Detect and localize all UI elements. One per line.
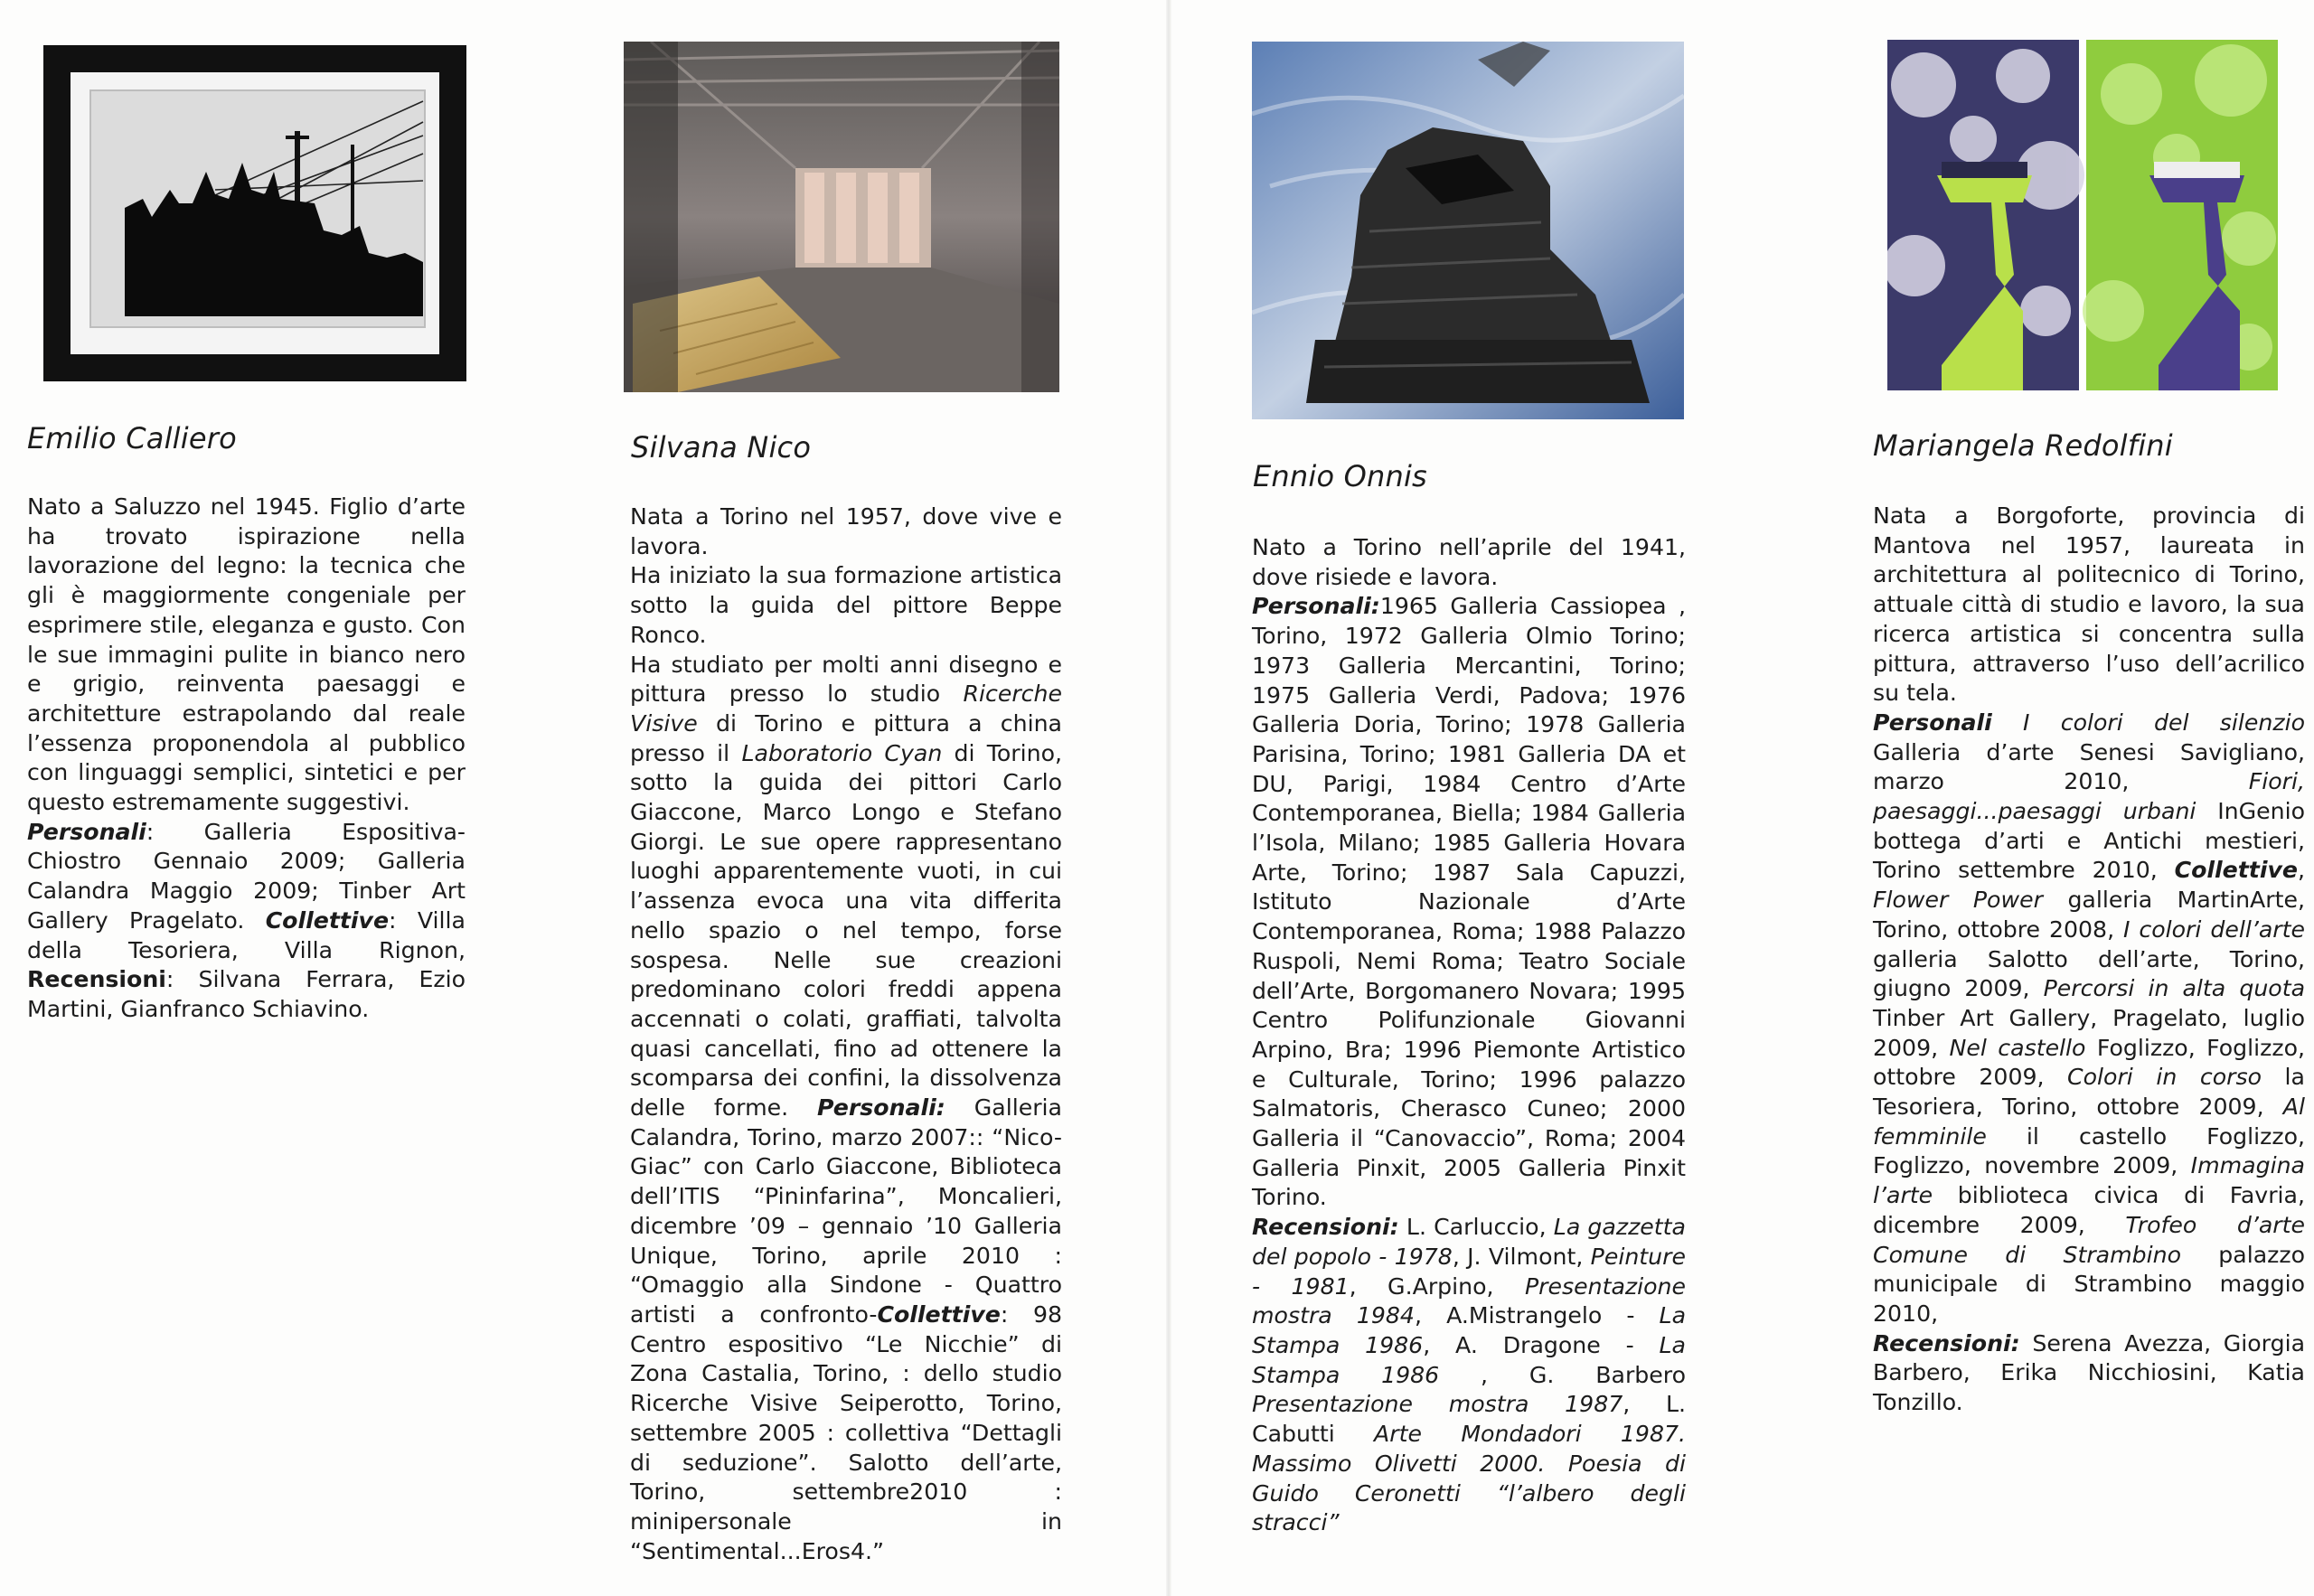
collettive-label: Collettive <box>877 1300 1001 1328</box>
artist-bio <box>1873 502 2305 1418</box>
artwork-emilio-calliero <box>43 45 466 381</box>
text-run: Tinber Art Gallery, Pragelato, luglio 2009, <box>1873 1004 2305 1061</box>
exhibitions-text <box>1873 709 2305 1329</box>
bio-part-italic: Ricerche Visive <box>630 681 1062 737</box>
text-run-italic: Peinture - 1981 <box>1252 1243 1686 1300</box>
text-run: il castello Foglizzo, Foglizzo, novembre 2009, <box>1873 1122 2305 1179</box>
recensioni-label: Recensioni: <box>1873 1329 2020 1357</box>
text-run: L. Carluccio, <box>1398 1214 1554 1241</box>
bio-part: di Torino, sotto la guida dei pittori Carlo Giaccone, Marco Longo e Stefano Giorgi. Le sue opere rappresentano luoghi apparentemente vuoti, in cui l’assenza evoca una vita differita nello spazio o nel tempo, forse sospesa. Nelle sue creazioni predominano colori freddi appena accennati o colati, graffiati, talvolta quasi cancellati, fino ad ottenere la scomparsa dei confini, la dissolvenza delle forme. <box>630 739 1063 1122</box>
text-run-italic: I colori del silenzio <box>1991 709 2305 736</box>
text-run-italic: I colori dell’arte <box>2123 915 2305 943</box>
personali-text: 1965 Galleria Cassiopea , Torino, 1972 Galleria Olmio Torino; 1973 Galleria Mercantini, Torino; 1975 Galleria Verdi, Padova; 1976 Galleria Doria, Torino; 1978 Galleria Parisina, Torino; 1981 Galleria DA et DU, Parigi, 1984 Centro d’Arte Contemporanea, Biella; 1984 Galleria l’Isola, Milano; 1985 Galleria Hovara Arte, Torino; 1987 Sala Capuzzi, Istituto Nazionale d’Arte Contemporanea, Roma; 1988 Palazzo Ruspoli, Nemi Roma; Teatro Sociale dell’Arte, Borgomanero Novara; 1995 Centro Polifunzionale Giovanni Arpino, Bra; 1996 Piemonte Artistico e Culturale, Torino; 1996 palazzo Salmatoris, Cherasco Cuneo; 2000 Galleria il “Canovaccio”, Roma; 2004 Galleria Pinxit, 2005 Galleria Pinxit Torino. <box>1252 593 1686 1211</box>
recensioni-colon: : <box>165 966 174 993</box>
text-run: InGenio bottega d’arti e Antichi mestieri, Torino settembre 2010, <box>1873 798 2305 884</box>
text-run: , J. Vilmont, <box>1452 1243 1591 1270</box>
bio-text: Nata a Borgoforte, provincia di Mantova nel 1957, laureata in architettura al politecnico di Torino, attuale città di studio e lavoro, la sua ricerca artistica si concentra sulla pittura, attraverso l’uso dell’acrilico su tela. <box>1873 502 2305 707</box>
text-run-italic: Trofeo d’arte Comune di Strambino <box>1873 1211 2305 1268</box>
artwork-mariangela-redolfini <box>1887 40 2278 390</box>
text-run-italic: Fiori, paesaggi...paesaggi urbani <box>1873 768 2305 825</box>
text-run-italic: Al femminile <box>1873 1094 2305 1150</box>
text-run-italic: Percorsi in alta quota <box>2043 975 2305 1002</box>
text-run: , A. Dragone - <box>1423 1331 1660 1358</box>
reviews-text <box>1873 1329 2305 1418</box>
text-run-italic: Nel castello <box>1949 1034 2086 1061</box>
personali-label: Personali <box>1873 709 1992 736</box>
collettive-text: : 98 Centro espositivo “Le Nicchie” di Zona Castalia, Torino, : dello studio Ricerche Visive Seiperotto, Torino, settembre 2005 : collettiva “Dettagli di seduzione”. Salotto dell’arte, Torino, settembre2010 : minipersonale in “Sentimental...Eros4.” <box>630 1300 1062 1564</box>
text-run: , <box>2297 857 2305 884</box>
bio-part: di Torino e pittura a china presso il <box>630 709 1062 766</box>
recensioni-text <box>1252 1214 1686 1535</box>
bio-text: Nato a Torino nell’aprile del 1941, dove risiede e lavora. <box>1252 534 1686 590</box>
artist-name: Silvana Nico <box>631 430 812 465</box>
bio-text <box>27 493 466 818</box>
text-run: galleria MartinArte, Torino, ottobre 2008, <box>1873 887 2305 943</box>
personali-label: Personali: <box>817 1094 945 1122</box>
text-run-italic: La gazzetta del popolo - 1978 <box>1252 1214 1686 1270</box>
artist-bio <box>1252 533 1686 1538</box>
personali-text: Galleria Espositiva-Chiostro Gennaio 2009; Galleria Calandra Maggio 2009; Tinber Art Gallery Pragelato. <box>27 818 466 934</box>
text-run: , G. Barbero <box>1439 1361 1686 1388</box>
recensioni-text: Silvana Ferrara, Ezio Martini, Gianfranco Schiavino. <box>27 966 466 1022</box>
bio-part-italic: Laboratorio Cyan <box>741 739 943 766</box>
interior-room-painting <box>624 42 1059 392</box>
artist-bio <box>630 502 1062 1566</box>
text-run-italic: Flower Power <box>1873 887 2043 914</box>
city-silhouette-artwork <box>43 45 466 381</box>
personali-text-colon: : <box>146 818 155 845</box>
collettive-label: Collettive <box>2174 857 2298 884</box>
text-run-italic: Colori in corso <box>2067 1064 2262 1091</box>
artist-bio <box>27 493 466 1025</box>
bio-paragraph: Nato a Saluzzo nel 1945. Figlio d’arte ha trovato ispirazione nella lavorazione del legno: la tecnica che gli è maggiormente congeniale per esprimere stile, eleganza e gusto. Con le sue immagini pulite in bianco nero e grigio, reinventa paesaggi e architetture estrapolando dal reale l’essenza proponendola al pubblico con linguaggi semplici, sintetici e per questo estremamente suggestivi. <box>27 493 466 816</box>
personali-label: Personali <box>27 818 146 845</box>
personali-label: Personali: <box>1252 593 1380 620</box>
text-run-italic: La Stampa 1986 <box>1252 1302 1686 1358</box>
bio-text <box>630 651 1062 1567</box>
text-run: , L. Cabutti <box>1252 1391 1686 1448</box>
recensioni-text: Serena Avezza, Giorgia Barbero, Erika Nicchiosini, Katia Tonzillo. <box>1873 1329 2305 1416</box>
text-run-italic: Arte Mondadori 1987. Massimo Olivetti 2000. Poesia di Guido Ceronetti “l’albero degli stracci” <box>1252 1421 1687 1536</box>
text-run: biblioteca civica di Favria, dicembre 2009, <box>1873 1182 2305 1238</box>
recensioni-label: Recensioni: <box>1252 1214 1399 1241</box>
text-run: , G.Arpino, <box>1349 1272 1525 1300</box>
recensioni-label: Recensioni <box>27 966 166 993</box>
bio-intro: Nata a Torino nel 1957, dove vive e lavora. <box>630 503 1062 559</box>
text-run-italic: Presentazione mostra 1987 <box>1252 1391 1623 1418</box>
artwork-ennio-onnis <box>1252 42 1684 419</box>
collettive-label: Collettive <box>265 906 390 934</box>
text-run: la Tesoriera, Torino, ottobre 2009, <box>1873 1064 2305 1121</box>
artwork-silvana-nico <box>624 42 1059 392</box>
stone-ruin-painting <box>1252 42 1684 419</box>
text-run-italic: Immagina l’arte <box>1873 1152 2305 1209</box>
exhibitions-text <box>1252 592 1686 1213</box>
bio-part: Ha studiato per molti anni disegno e pittura presso lo studio <box>630 651 1062 708</box>
exhibitions-text <box>27 818 466 1025</box>
bio-training: Ha iniziato la sua formazione artistica sotto la guida del pittore Beppe Ronco. <box>630 562 1062 648</box>
text-run: galleria Salotto dell’arte, Torino, giugno 2009, <box>1873 945 2305 1002</box>
text-run-italic: Presentazione mostra 1984 <box>1252 1272 1686 1329</box>
artist-name: Emilio Calliero <box>27 421 237 455</box>
text-run-italic: La Stampa 1986 <box>1252 1331 1686 1388</box>
tower-diptych-artwork <box>1887 40 2278 390</box>
artist-name: Ennio Onnis <box>1253 459 1427 493</box>
text-run: Galleria d’arte Senesi Savigliano, marzo 2010, <box>1873 738 2305 795</box>
text-run: , A.Mistrangelo - <box>1414 1302 1660 1329</box>
page-fold <box>1166 0 1171 1596</box>
text-run: Foglizzo, Foglizzo, ottobre 2009, <box>1873 1034 2305 1091</box>
artist-name: Mariangela Redolfini <box>1873 428 2173 463</box>
collettive-text: Villa della Tesoriera, Villa Rignon, <box>27 906 466 963</box>
reviews-text <box>1252 1213 1686 1538</box>
text-run: palazzo municipale di Strambino maggio 2010, <box>1873 1241 2305 1327</box>
collettive-colon: : <box>389 906 397 934</box>
personali-text: Galleria Calandra, Torino, marzo 2007:: “Nico-Giac” con Carlo Giaccone, Biblioteca dell’ITIS “Pininfarina”, Moncalieri, dicembre ’09 – gennaio ’10 Galleria Unique, Torino, aprile 2010 : “Omaggio alla Sindone - Quattro artisti a confronto- <box>630 1094 1062 1328</box>
collettive-text <box>1873 857 2305 1327</box>
